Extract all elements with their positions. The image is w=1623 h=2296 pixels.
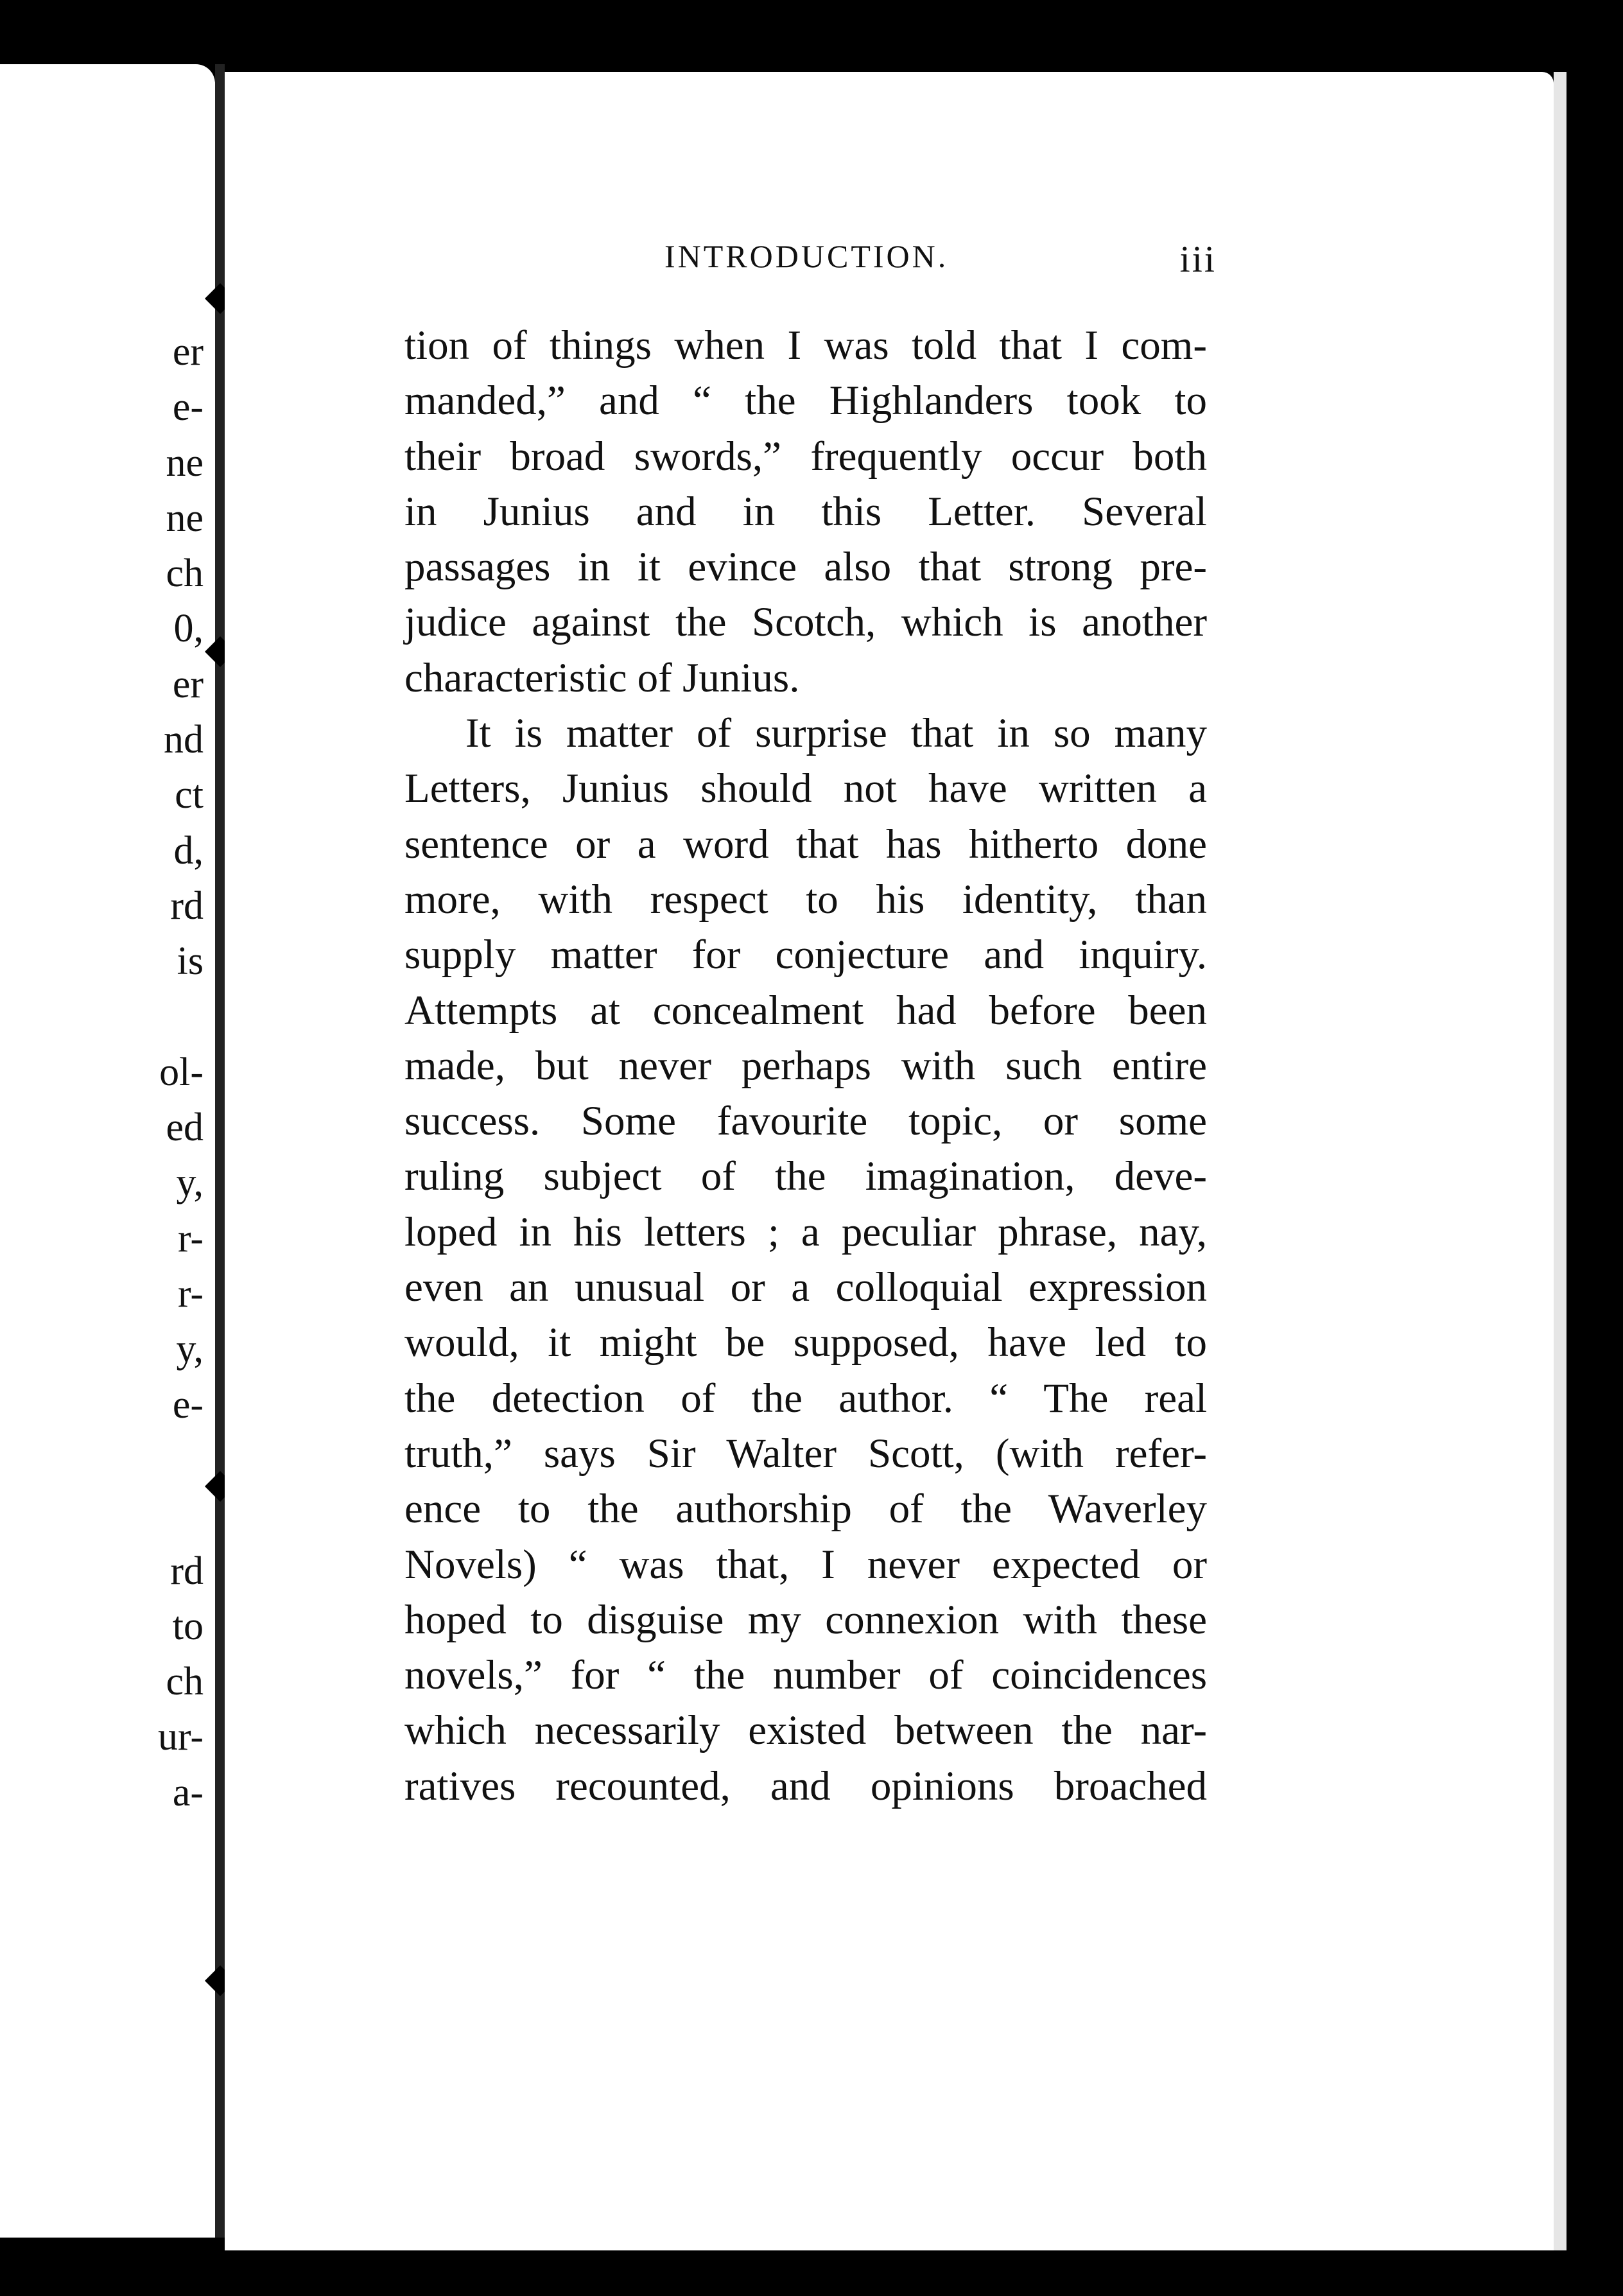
left-page-fragment — [0, 64, 215, 2238]
text-line: even an unusual or a colloquial expression — [404, 1264, 1207, 1311]
page-number: iii — [1179, 238, 1217, 280]
left-fragment-line — [158, 989, 204, 1045]
book-gutter — [215, 64, 225, 2238]
text-line: sentence or a word that has hitherto done — [404, 821, 1207, 867]
text-line: their broad swords,” frequently occur both — [404, 433, 1207, 480]
left-fragment-line — [158, 1432, 204, 1488]
left-fragment-line: e- — [172, 1382, 204, 1427]
left-fragment-line: e- — [172, 385, 204, 430]
text-line: hoped to disguise my connexion with these — [404, 1596, 1207, 1643]
left-fragment-line: ed — [166, 1106, 204, 1150]
left-fragment-line: er — [172, 662, 204, 706]
left-fragment-line: er — [172, 330, 204, 374]
left-fragment-line: a- — [172, 1770, 204, 1814]
text-line: the detection of the author. “ The real — [404, 1375, 1207, 1422]
left-fragment-line: ne — [166, 496, 204, 540]
text-line: more, with respect to his identity, than — [404, 876, 1207, 923]
text-line: Letters, Junius should not have written a — [404, 765, 1207, 812]
left-fragment-line: 0, — [173, 607, 204, 651]
text-line: would, it might be supposed, have led to — [404, 1319, 1207, 1366]
text-line: manded,” and “ the Highlanders took to — [404, 378, 1207, 424]
text-line: novels,” for “ the number of coincidences — [404, 1652, 1207, 1699]
text-line: ratives recounted, and opinions broached — [404, 1762, 1207, 1809]
page-edge — [1554, 72, 1567, 2250]
text-line: tion of things when I was told that I com- — [404, 322, 1207, 369]
running-title: INTRODUCTION. — [664, 238, 949, 274]
text-line: characteristic of Junius. — [404, 654, 800, 701]
left-fragment-line: y, — [176, 1327, 204, 1371]
left-fragment-line: r- — [177, 1272, 204, 1316]
text-line: in Junius and in this Letter. Several — [404, 488, 1207, 535]
left-fragment-line: to — [172, 1604, 204, 1648]
text-line: It is matter of surprise that in so many — [465, 710, 1207, 757]
left-fragment-line: ch — [166, 552, 204, 596]
left-page-text-fragments — [158, 324, 204, 1820]
left-fragment-line — [158, 1488, 204, 1543]
text-line: Attempts at concealment had before been — [404, 987, 1207, 1034]
left-fragment-line: ch — [166, 1660, 204, 1704]
body-text — [404, 318, 1207, 1814]
left-fragment-line: ne — [166, 440, 204, 485]
left-fragment-line: ur- — [157, 1715, 204, 1759]
left-fragment-line: ct — [175, 773, 204, 817]
text-line: loped in his letters ; a peculiar phrase, nay, — [404, 1208, 1207, 1255]
text-line: success. Some favourite topic, or some — [404, 1098, 1207, 1145]
text-line: made, but never perhaps with such entire — [404, 1042, 1207, 1089]
text-line: Novels) “ was that, I never expected or — [404, 1541, 1207, 1588]
text-line: ruling subject of the imagination, deve- — [404, 1153, 1207, 1200]
text-line: ence to the authorship of the Waverley — [404, 1486, 1207, 1533]
left-fragment-line: rd — [170, 883, 204, 928]
text-line: judice against the Scotch, which is another — [404, 599, 1207, 646]
left-fragment-line: is — [177, 939, 204, 984]
running-header — [664, 238, 1217, 283]
left-fragment-line: nd — [164, 718, 204, 762]
left-fragment-line: ol- — [159, 1050, 204, 1094]
left-fragment-line: r- — [177, 1216, 204, 1260]
text-line: passages in it evince also that strong pre- — [404, 544, 1207, 591]
left-fragment-line: y, — [176, 1161, 204, 1205]
left-fragment-line: d, — [173, 828, 204, 873]
left-fragment-line: rd — [170, 1549, 204, 1593]
text-line: truth,” says Sir Walter Scott, (with refer- — [404, 1430, 1207, 1477]
text-line: supply matter for conjecture and inquiry. — [404, 932, 1207, 978]
text-line: which necessarily existed between the nar- — [404, 1707, 1207, 1754]
